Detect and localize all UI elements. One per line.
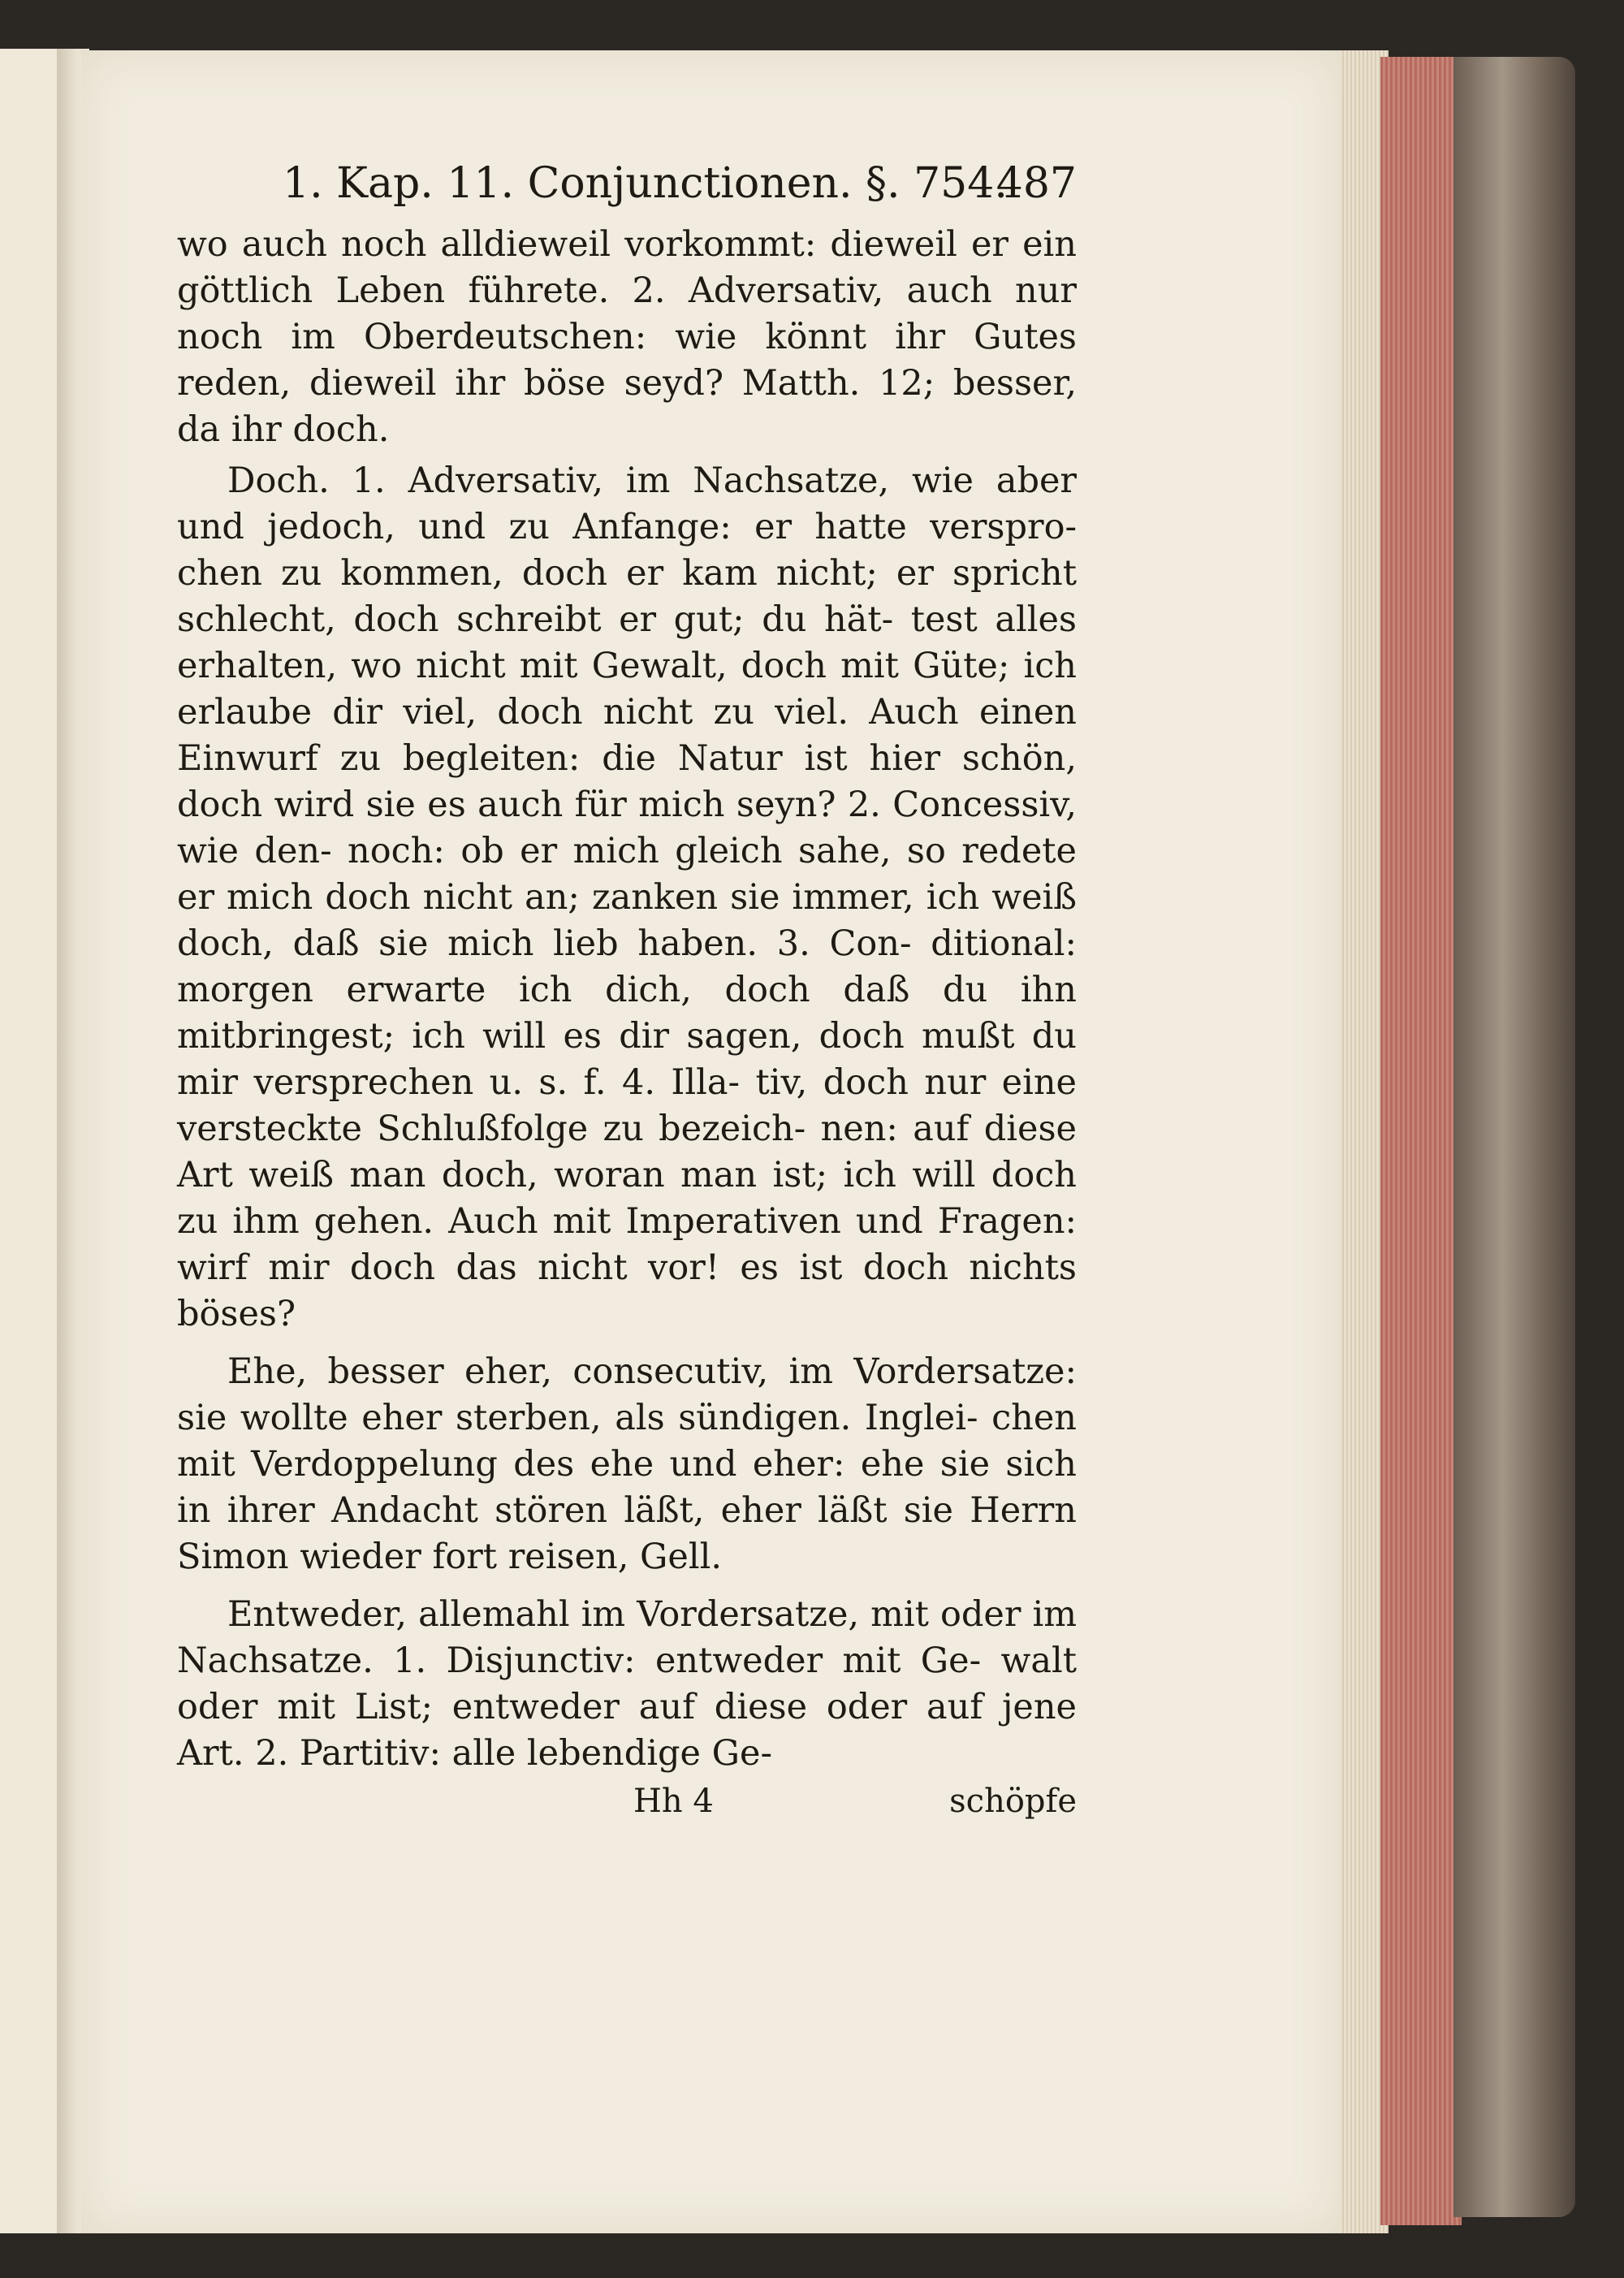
running-title: 1. Kap. 11. Conjunctionen. §. 754. (283, 159, 1008, 208)
running-header (177, 150, 1077, 217)
paragraph-dieweil-continued: wo auch noch alldieweil vorkommt: dieweil er ein göttlich Leben führete. 2. Adversativ, auch nur noch im Oberdeutschen: wie könnt ihr Gutes reden, dieweil ihr böse seyd? Matth. 12; besser, da ihr doch. (177, 224, 1077, 450)
red-page-edge (1380, 57, 1462, 2225)
paragraph-doch: Doch. 1. Adversativ, im Nachsatze, wie aber und jedoch, und zu Anfange: er hatte verspro- chen zu kommen, doch er kam nicht; er spricht schlecht, doch schreibt er gut; du hät- test alles erhalten, wo nicht mit Gewalt, doch mit Güte; ich erlaube dir viel, doch nicht zu viel. Auch einen Einwurf zu begleiten: die Natur ist hier schön, doch wird sie es auch für mich seyn? 2. Concessiv, wie den- noch: ob er mich gleich sahe, so redete er mich doch nicht an; zanken sie immer, ich weiß doch, daß sie mich lieb haben. 3. Con- ditional: morgen erwarte ich dich, doch daß du ihn mitbringest; ich will es dir sagen, doch mußt du mir versprechen u. s. f. 4. Illa- tiv, doch nur eine versteckte Schlußfolge zu bezeich- nen: auf diese Art weiß man doch, woran man ist; ich will doch zu ihm gehen. Auch mit Imperativen und Fragen: wirf mir doch das nicht vor! es ist doch nichts böses? (177, 460, 1077, 1334)
book-cover (1453, 57, 1575, 2217)
paragraph-ehe: Ehe, besser eher, consecutiv, im Vordersatze: sie wollte eher sterben, als sündigen. Inglei- chen mit Verdoppelung des ehe und eher: ehe sie sich in ihrer Andacht stören läßt, eher läßt sie Herrn Simon wieder fort reisen, Gell. (177, 1351, 1077, 1577)
signature-mark: Hh 4 (633, 1783, 714, 1820)
paragraph-entweder: Entweder, allemahl im Vordersatze, mit oder im Nachsatze. 1. Disjunctiv: entweder mit Ge- walt oder mit List; entweder auf diese oder auf jene Art. 2. Partitiv: alle lebendige Ge- (177, 1594, 1077, 1774)
catchword: schöpfe (949, 1783, 1077, 1820)
page-text-block (177, 150, 1077, 1826)
page-number: 487 (996, 159, 1077, 208)
page-footer (177, 1777, 1077, 1826)
